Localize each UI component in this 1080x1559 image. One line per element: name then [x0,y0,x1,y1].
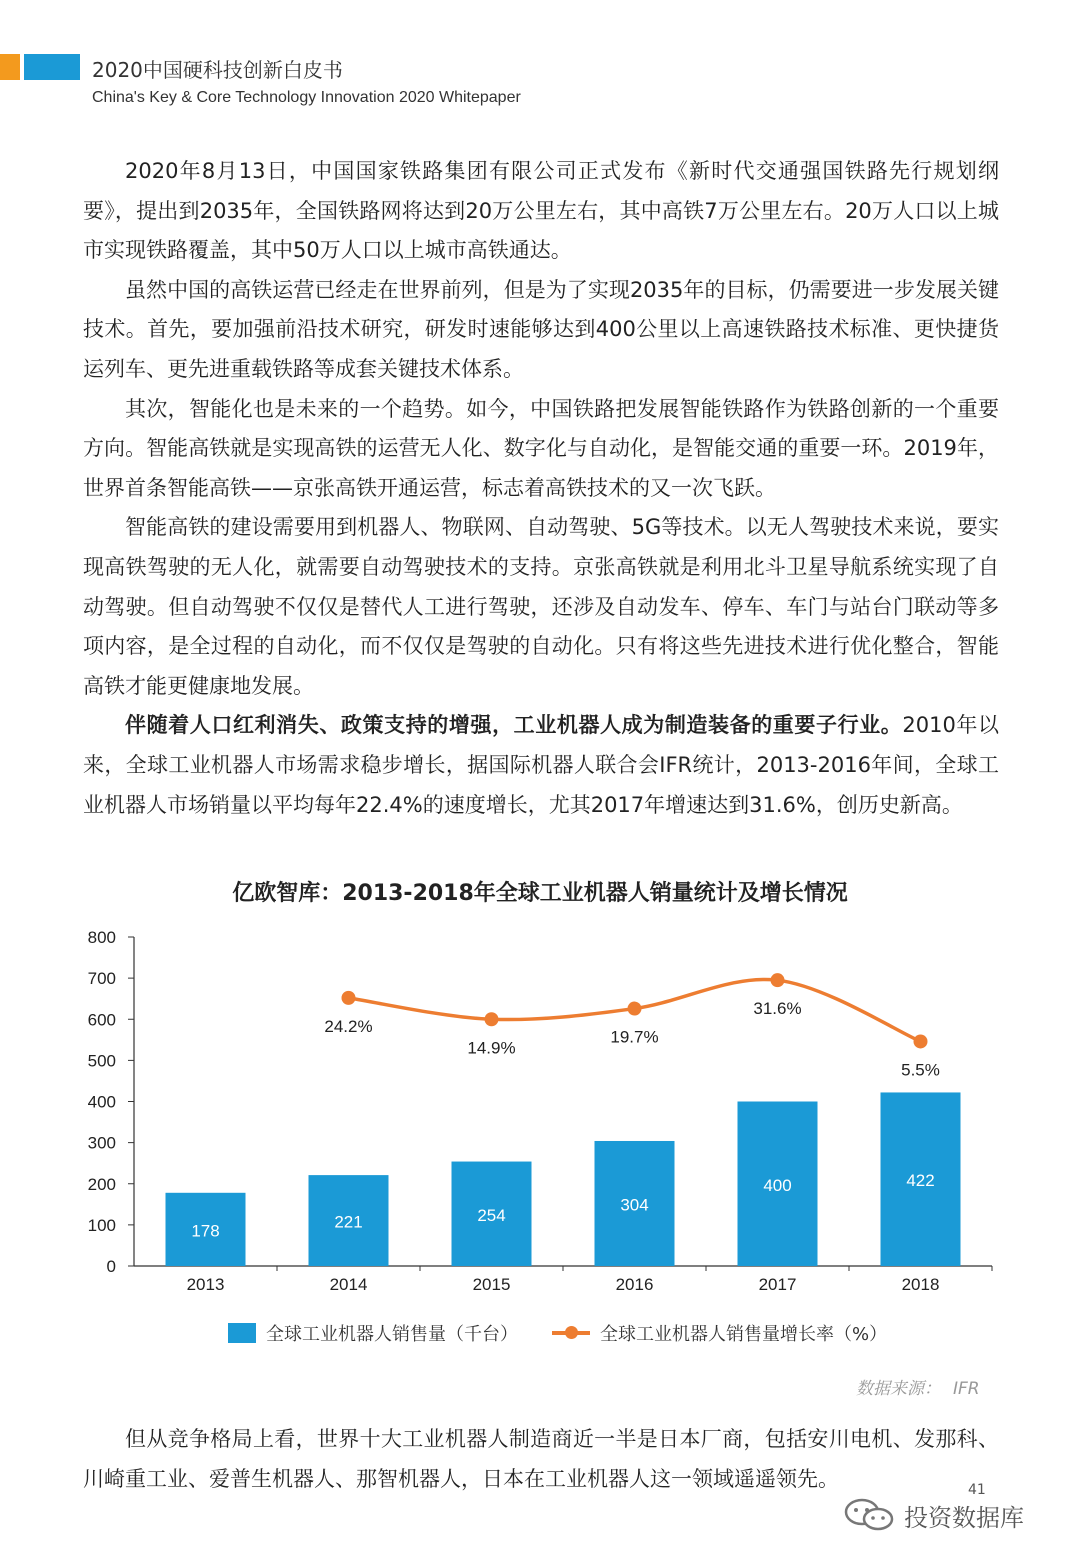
chart-title: 亿欧智库：2013-2018年全球工业机器人销量统计及增长情况 [232,881,848,906]
legend-bar-swatch [228,1323,256,1343]
paragraph-5-bold: 伴随着人口红利消失、政策支持的增强，工业机器人成为制造装备的重要子行业。 [125,713,903,738]
legend-line-label: 全球工业机器人销售量增长率（%） [600,1324,888,1345]
bar-label-2015: 254 [477,1205,506,1225]
y-tick-label: 500 [87,1051,116,1071]
paragraph-4: 智能高铁的建设需要用到机器人、物联网、自动驾驶、5G等技术。以无人驾驶技术来说，要实现高铁驾驶的无人化，就需要自动驾驶技术的支持。京张高铁就是利用北斗卫星导航系统实现了自动驾驶。但自动驾驶不仅仅是替代人工进行驾驶，还涉及自动发车、停车、车门与站台门联动等多项内容，是全过程的自动化，而不仅仅是驾驶的自动化。只有将这些先进技术进行优化整合，智能高铁才能更健康地发展。 [83,515,999,698]
page-number: 41 [968,1482,986,1498]
source-label: 数据来源： [856,1379,941,1399]
watermark-text: 投资数据库 [904,1503,1024,1532]
bar-label-2018: 422 [906,1171,935,1191]
body-text [83,152,999,825]
x-tick-label-2014: 2014 [329,1275,368,1294]
sales-chart [0,920,1080,1310]
bar-label-2017: 400 [763,1175,792,1195]
legend-bar-label: 全球工业机器人销售量（千台） [266,1324,518,1345]
bar-label-2016: 304 [620,1195,649,1215]
y-tick-label: 400 [87,1092,116,1112]
watermark [842,1496,1024,1534]
y-tick-label: 100 [87,1215,116,1235]
growth-point-2017 [771,973,785,987]
y-tick-label: 700 [87,969,116,989]
y-tick-label: 800 [87,928,116,947]
document-title: 2020中国硬科技创新白皮书 [92,58,343,82]
growth-label-2018: 5.5% [901,1060,940,1080]
source-value: IFR [953,1379,980,1399]
growth-point-2014 [342,991,356,1005]
x-tick-label-2018: 2018 [901,1275,940,1294]
paragraph-1: 2020年8月13日，中国国家铁路集团有限公司正式发布《新时代交通强国铁路先行规划纲要》，提出到2035年，全国铁路网将达到20万公里左右，其中高铁7万公里左右。20万人口以上城市实现铁路覆盖，其中50万人口以上城市高铁通达。 [83,159,999,263]
paragraph-2: 虽然中国的高铁运营已经走在世界前列，但是为了实现2035年的目标，仍需要进一步发展关键技术。首先，要加强前沿技术研究，研发时速能够达到400公里以上高速铁路技术标准、更快捷货运列车、更先进重载铁路等成套关键技术体系。 [83,277,999,381]
y-tick-label: 0 [106,1257,116,1276]
legend-line-item [552,1320,887,1346]
document-subtitle: China's Key & Core Technology Innovation 2020 Whitepaper [92,89,521,106]
growth-label-2017: 31.6% [753,999,802,1019]
growth-label-2014: 24.2% [324,1016,373,1036]
paragraph-5-rest: 2010年以来，全球工业机器人市场需求稳步增长，据国际机器人联合会IFR统计，2013-2016年间，全球工业机器人市场销量以平均每年22.4%的速度增长，尤其2017年增速达到31.6%，创历史新高。 [83,713,999,817]
header-accent-blue [24,54,80,80]
growth-label-2016: 19.7% [610,1027,659,1047]
growth-point-2018 [914,1034,928,1048]
legend-line-swatch [552,1331,590,1335]
chart-legend [228,1320,887,1346]
x-tick-label-2013: 2013 [186,1275,225,1294]
bar-label-2013: 178 [191,1221,220,1241]
paragraph-3: 其次，智能化也是未来的一个趋势。如今，中国铁路把发展智能铁路作为铁路创新的一个重要方向。智能高铁就是实现高铁的运营无人化、数字化与自动化，是智能交通的重要一环。2019年，世界首条智能高铁——京张高铁开通运营，标志着高铁技术的又一次飞跃。 [83,396,999,500]
paragraph-5 [83,706,999,825]
bar-label-2014: 221 [334,1212,363,1232]
data-source [856,1374,980,1399]
x-tick-label-2015: 2015 [472,1275,511,1294]
after-chart-text [83,1420,999,1499]
growth-label-2015: 14.9% [467,1038,516,1058]
paragraph-6: 但从竞争格局上看，世界十大工业机器人制造商近一半是日本厂商，包括安川电机、发那科、川崎重工业、爱普生机器人、那智机器人，日本在工业机器人这一领域遥遥领先。 [83,1427,999,1491]
growth-point-2015 [485,1012,499,1026]
y-tick-label: 600 [87,1010,116,1030]
growth-point-2016 [628,1002,642,1016]
y-tick-label: 300 [87,1133,116,1153]
x-tick-label-2017: 2017 [758,1275,797,1294]
wechat-icon [842,1496,898,1534]
header-accent-orange [0,54,20,80]
x-tick-label-2016: 2016 [615,1275,654,1294]
y-tick-label: 200 [87,1174,116,1194]
